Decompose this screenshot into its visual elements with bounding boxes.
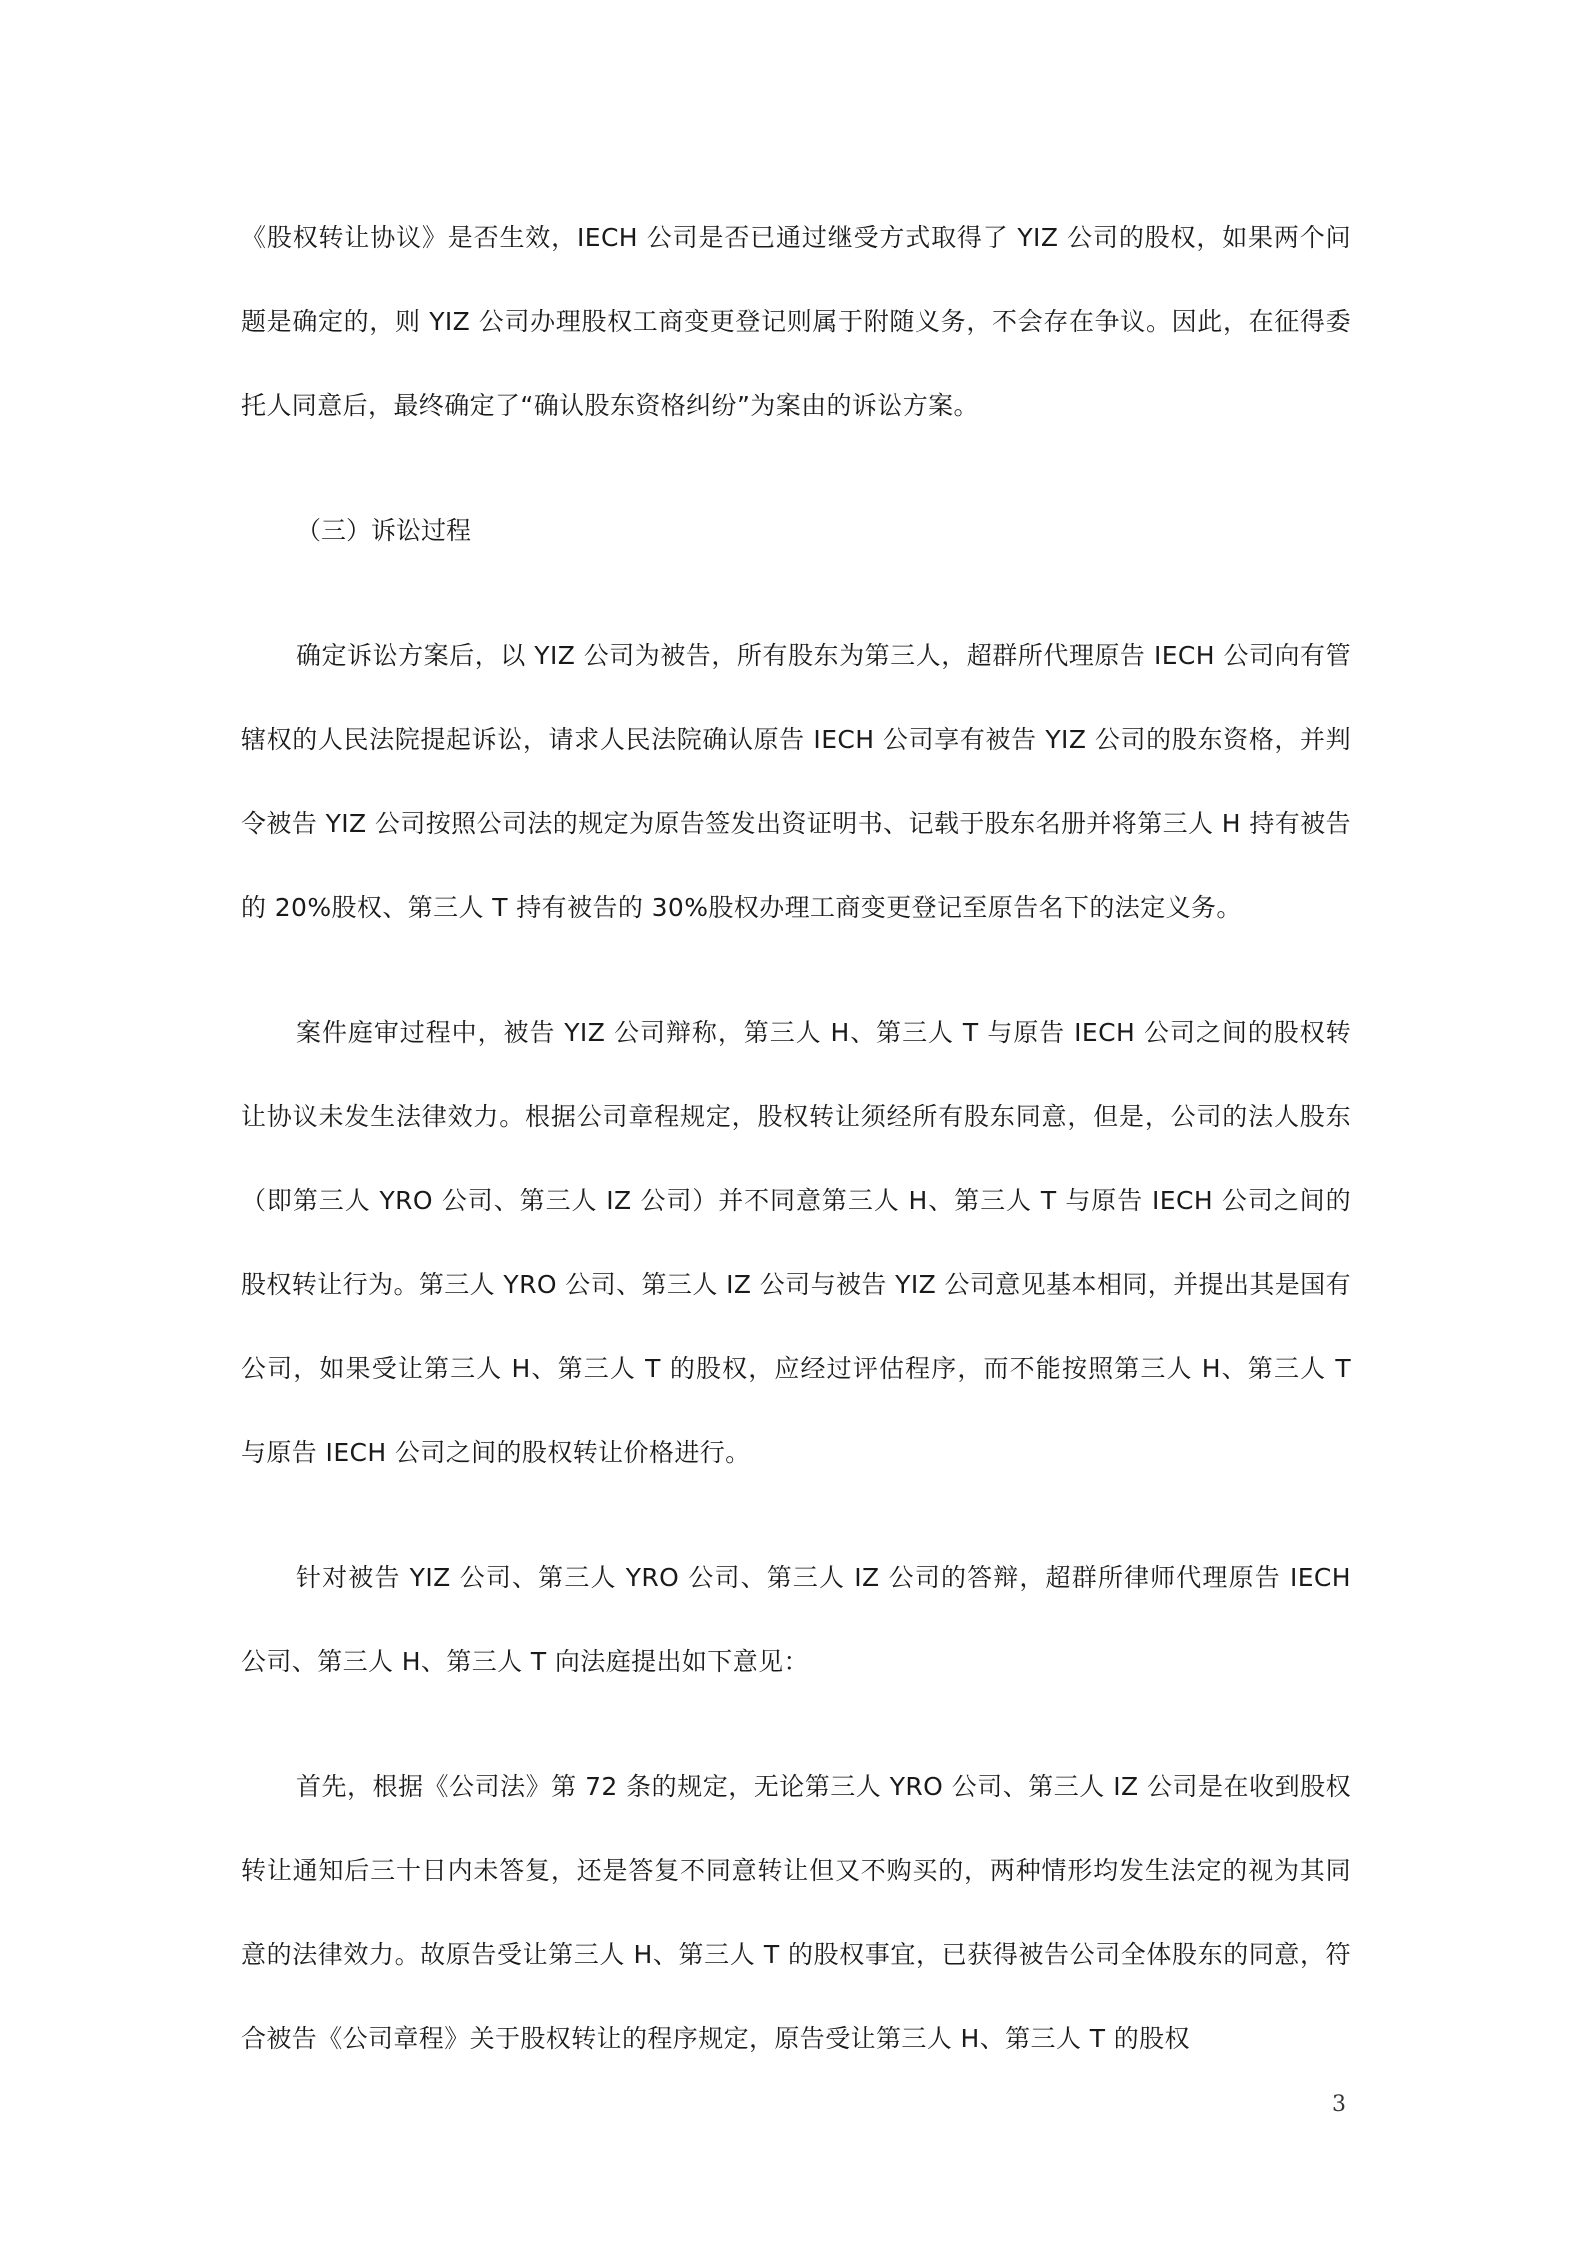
paragraph-gap xyxy=(241,1704,1351,1745)
paragraph-gap xyxy=(241,950,1351,991)
paragraph-counsel-response: 针对被告 YIZ 公司、第三人 YRO 公司、第三人 IZ 公司的答辩，超群所律师代理原告 IECH 公司、第三人 H、第三人 T 向法庭提出如下意见： xyxy=(241,1563,1351,1676)
paragraph-continuation: 《股权转让协议》是否生效，IECH 公司是否已通过继受方式取得了 YIZ 公司的股权，如果两个问题是确定的，则 YIZ 公司办理股权工商变更登记则属于附随义务，不会存在争议。因此，在征得委托人同意后，最终确定了“确认股东资格纠纷”为案由的诉讼方案。 xyxy=(241,223,1351,420)
paragraph-gap xyxy=(241,448,1351,489)
page-number: 3 xyxy=(1332,2092,1346,2117)
paragraph-first-point: 首先，根据《公司法》第 72 条的规定，无论第三人 YRO 公司、第三人 IZ 公司是在收到股权转让通知后三十日内未答复，还是答复不同意转让但又不购买的，两种情形均发生法定的视为其同意的法律效力。故原告受让第三人 H、第三人 T 的股权事宜，已获得被告公司全体股东的同意，符合被告《公司章程》关于股权转让的程序规定，原告受让第三人 H、第三人 T 的股权 xyxy=(241,1772,1351,2053)
document-body xyxy=(241,196,1351,2081)
section-heading: （三）诉讼过程 xyxy=(296,516,472,545)
paragraph-gap xyxy=(241,1495,1351,1536)
paragraph-gap xyxy=(241,573,1351,614)
paragraph-litigation-plan: 确定诉讼方案后，以 YIZ 公司为被告，所有股东为第三人，超群所代理原告 IECH 公司向有管辖权的人民法院提起诉讼，请求人民法院确认原告 IECH 公司享有被告 YIZ 公司的股东资格，并判令被告 YIZ 公司按照公司法的规定为原告签发出资证明书、记载于股东名册并将第三人 H 持有被告的 20%股权、第三人 T 持有被告的 30%股权办理工商变更登记至原告名下的法定义务。 xyxy=(241,641,1351,922)
paragraph-defendant-argument: 案件庭审过程中，被告 YIZ 公司辩称，第三人 H、第三人 T 与原告 IECH 公司之间的股权转让协议未发生法律效力。根据公司章程规定，股权转让须经所有股东同意，但是，公司的法人股东（即第三人 YRO 公司、第三人 IZ 公司）并不同意第三人 H、第三人 T 与原告 IECH 公司之间的股权转让行为。第三人 YRO 公司、第三人 IZ 公司与被告 YIZ 公司意见基本相同，并提出其是国有公司，如果受让第三人 H、第三人 T 的股权，应经过评估程序，而不能按照第三人 H、第三人 T 与原告 IECH 公司之间的股权转让价格进行。 xyxy=(241,1018,1351,1467)
